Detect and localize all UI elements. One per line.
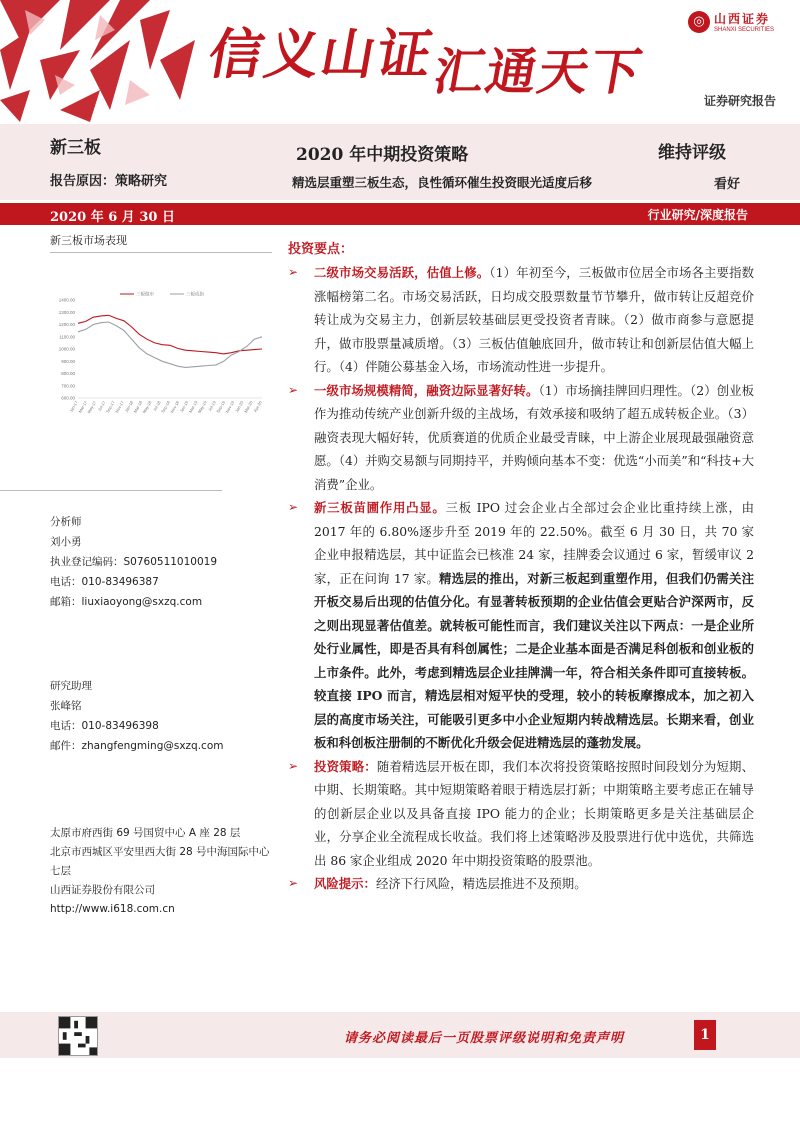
analyst-block xyxy=(50,512,217,612)
company-name: 山西证券股份有限公司 xyxy=(50,884,155,896)
slogan-part1: 信义山证 xyxy=(203,23,439,86)
report-date: 2020 年 6 月 30 日 xyxy=(50,210,175,225)
y-tick-label: 800.00 xyxy=(61,371,75,376)
starburst-decoration xyxy=(0,0,200,122)
rating-label: 维持评级 xyxy=(658,143,726,163)
x-tick-label: Sep-17 xyxy=(104,400,116,414)
x-tick-label: Mar-18 xyxy=(132,400,144,414)
analyst-license: 执业登记编码：S0760511010019 xyxy=(50,556,218,568)
assistant-block xyxy=(50,676,224,756)
assistant-name: 张峰铭 xyxy=(50,700,82,712)
assistant-role: 研究助理 xyxy=(50,680,92,692)
arrow-bullet-icon: ➢ xyxy=(288,758,299,773)
report-type: 证券研究报告 xyxy=(703,94,776,108)
page-number: 1 xyxy=(694,1020,716,1050)
chart-divider xyxy=(0,490,222,491)
report-reason: 报告原因：策略研究 xyxy=(50,174,168,189)
point-head: 风险提示： xyxy=(314,876,376,891)
address-taiyuan: 太原市府西街 69 号国贸中心 A 座 28 层 xyxy=(50,827,241,839)
assistant-email[interactable]: 邮件：zhangfengming@sxzq.com xyxy=(50,740,224,752)
point-body: （1）市场摘挂牌回归理性。（2）创业板作为推动传统产业创新升级的主战场，有效承接和吸纳了超五成转板企业。（3）融资表现大幅好转，优质赛道的优质企业最受青睐，中上游企业展现最强融资意愿。（4）并购交易额与同期持平，并购倾向基本不变：优选“小而美”和“科技+大消费”企业。 xyxy=(314,382,754,492)
y-tick-label: 1300.00 xyxy=(58,309,75,315)
slogan-part2: 汇通天下 xyxy=(429,43,648,101)
chart-title: 新三板市场表现 xyxy=(50,232,272,253)
x-tick-label: Sep-19 xyxy=(215,400,227,414)
document-type: 行业研究/深度报告 xyxy=(647,208,748,222)
point-head: 二级市场交易活跃，估值上修。 xyxy=(314,265,490,280)
analyst-email[interactable]: 邮箱：liuxiaoyong@sxzq.com xyxy=(50,596,203,608)
point-primary-market xyxy=(288,379,754,497)
series-line xyxy=(78,322,262,367)
x-tick-label: Jul-19 xyxy=(207,400,217,412)
arrow-bullet-icon: ➢ xyxy=(288,876,299,890)
x-tick-label: Sep-18 xyxy=(160,400,171,414)
assistant-phone: 电话：010-83496398 xyxy=(50,720,159,732)
x-tick-label: May-17 xyxy=(86,400,98,415)
arrow-bullet-icon: ➢ xyxy=(288,500,299,514)
x-tick-label: Mar-19 xyxy=(187,400,199,414)
point-head: 一级市场规模精简，融资边际显著好转。 xyxy=(314,382,539,398)
analyst-role: 分析师 xyxy=(50,516,82,528)
point-head: 投资策略： xyxy=(314,758,377,774)
legend-label: 三板成指 xyxy=(186,292,204,298)
x-tick-label: Jan-18 xyxy=(123,400,135,414)
x-tick-label: Apr-20 xyxy=(252,400,263,413)
y-tick-label: 1100.00 xyxy=(59,334,75,340)
sector-label: 新三板 xyxy=(50,138,101,158)
point-body: 经济下行风险，精选层推进不及预期。 xyxy=(375,876,587,891)
x-tick-label: Mar-17 xyxy=(77,400,89,414)
x-tick-label: Mar-20 xyxy=(242,400,254,414)
logo-icon: ◎ xyxy=(688,11,710,33)
arrow-bullet-icon: ➢ xyxy=(288,265,299,279)
point-strategy xyxy=(288,755,754,873)
legend-label: 三板做市 xyxy=(136,292,154,298)
company-website[interactable]: http://www.i618.com.cn xyxy=(50,903,175,915)
brand-slogan xyxy=(203,12,648,101)
logo-name-en: SHANXI SECURITIES xyxy=(714,27,775,33)
y-tick-label: 1200.00 xyxy=(58,322,75,327)
point-body: 三板 IPO 过会企业占全部过会企业比重持续上涨，由 2017 年的 6.80%逐步升至 2019 年的 22.50%。截至 6 月 30 日，共 70 家企业申报精选层，其中证监会已核准 24 家，挂牌委会议通过 6 家，暂缓审议 2 家，正在问询 17 家。 xyxy=(314,500,754,586)
investment-points xyxy=(288,238,754,896)
x-tick-label: Jan-17 xyxy=(68,400,79,414)
x-tick-label: Jul-17 xyxy=(96,400,107,412)
point-bold-body: 精选层的推出，对新三板起到重塑作用，但我们仍需关注开板交易后出现的估值分化。有显著转板预期的企业估值会更贴合沪深两市，反之则出现显著估值差。就转板可能性而言，我们建议关注以下两点：一是企业所处行业属性，即是否具有科创属性；二是企业基本面是否满足科创板和创业板的上市条件。此外，考虑到精选层企业挂牌满一年，符合相关条件即可直接转板。较直接 IPO 而言，精选层相对短平快的受理，较小的转板摩擦成本，加之初入层的高度市场关注，可能吸引更多中小企业短期内转战精选层。长期来看，创业板和科创板注册制的不断优化升级会促进精选层的蓬勃发展。 xyxy=(314,570,754,750)
x-tick-label: Nov-17 xyxy=(114,400,125,414)
report-title: 2020 年中期投资策略 xyxy=(296,145,469,165)
y-tick-label: 600.00 xyxy=(61,395,75,401)
point-secondary-market xyxy=(288,261,754,379)
series-line xyxy=(78,315,262,354)
x-tick-label: Jan-19 xyxy=(178,400,190,414)
point-nursery-role xyxy=(288,496,754,755)
point-head: 新三板苗圃作用凸显。 xyxy=(314,500,446,515)
analyst-name: 刘小勇 xyxy=(50,536,82,548)
y-tick-label: 1000.00 xyxy=(58,346,75,352)
x-tick-label: Jul-18 xyxy=(151,400,162,412)
analyst-phone: 电话：010-83496387 xyxy=(50,576,159,588)
point-risk xyxy=(288,872,754,896)
rating-value: 看好 xyxy=(714,177,741,192)
disclaimer-text: 请务必阅读最后一页股票评级说明和免责声明 xyxy=(344,1031,625,1046)
x-tick-label: May-19 xyxy=(196,400,208,415)
address-beijing: 北京市西城区平安里西大街 28 号中海国际中心七层 xyxy=(50,846,270,877)
x-tick-label: May-18 xyxy=(141,400,153,415)
company-logo xyxy=(688,10,774,33)
y-tick-label: 700.00 xyxy=(61,383,75,389)
left-column xyxy=(50,232,272,415)
points-heading: 投资要点： xyxy=(288,242,354,257)
y-tick-label: 1400.00 xyxy=(58,297,75,303)
arrow-bullet-icon: ➢ xyxy=(288,382,299,397)
market-performance-chart xyxy=(50,280,272,450)
point-body: 随着精选层开板在即，我们本次将投资策略按照时间段划分为短期、中期、长期策略。其中短期策略着眼于精选层打新；中期策略主要考虑正在辅导的创新层企业以及具备直接 IPO 能力的企业；长期策略更多是关注基础层企业，分享企业全流程成长收益。我们将上述策略涉及股票进行优中选优，共筛选出 86 家企业组成 2020 年中期投资策略的股票池。 xyxy=(314,758,755,868)
qr-code-icon xyxy=(58,1016,98,1056)
x-tick-label: Nov-19 xyxy=(224,400,236,414)
logo-name-cn: 山西证券 xyxy=(714,12,771,26)
address-block xyxy=(50,824,274,919)
y-tick-label: 900.00 xyxy=(61,358,75,364)
top-banner xyxy=(0,0,800,122)
x-tick-label: Jan-20 xyxy=(234,400,245,414)
x-tick-label: Nov-18 xyxy=(169,400,181,414)
point-body: （1）年初至今，三板做市位居全市场各主要指数涨幅榜第二名。市场交易活跃，日均成交股票数量节节攀升，做市转让反超竞价转让成为交易主力，创新层较基础层更受投资者青睐。（2）做市商参与意愿提升，做市股票量减质增。（3）三板估值触底回升，做市转让和创新层估值大幅上行。（4）伴随公募基金入场，市场流动性进一步提升。 xyxy=(314,265,754,374)
report-subtitle: 精选层重塑三板生态，良性循环催生投资眼光适度后移 xyxy=(292,175,593,190)
